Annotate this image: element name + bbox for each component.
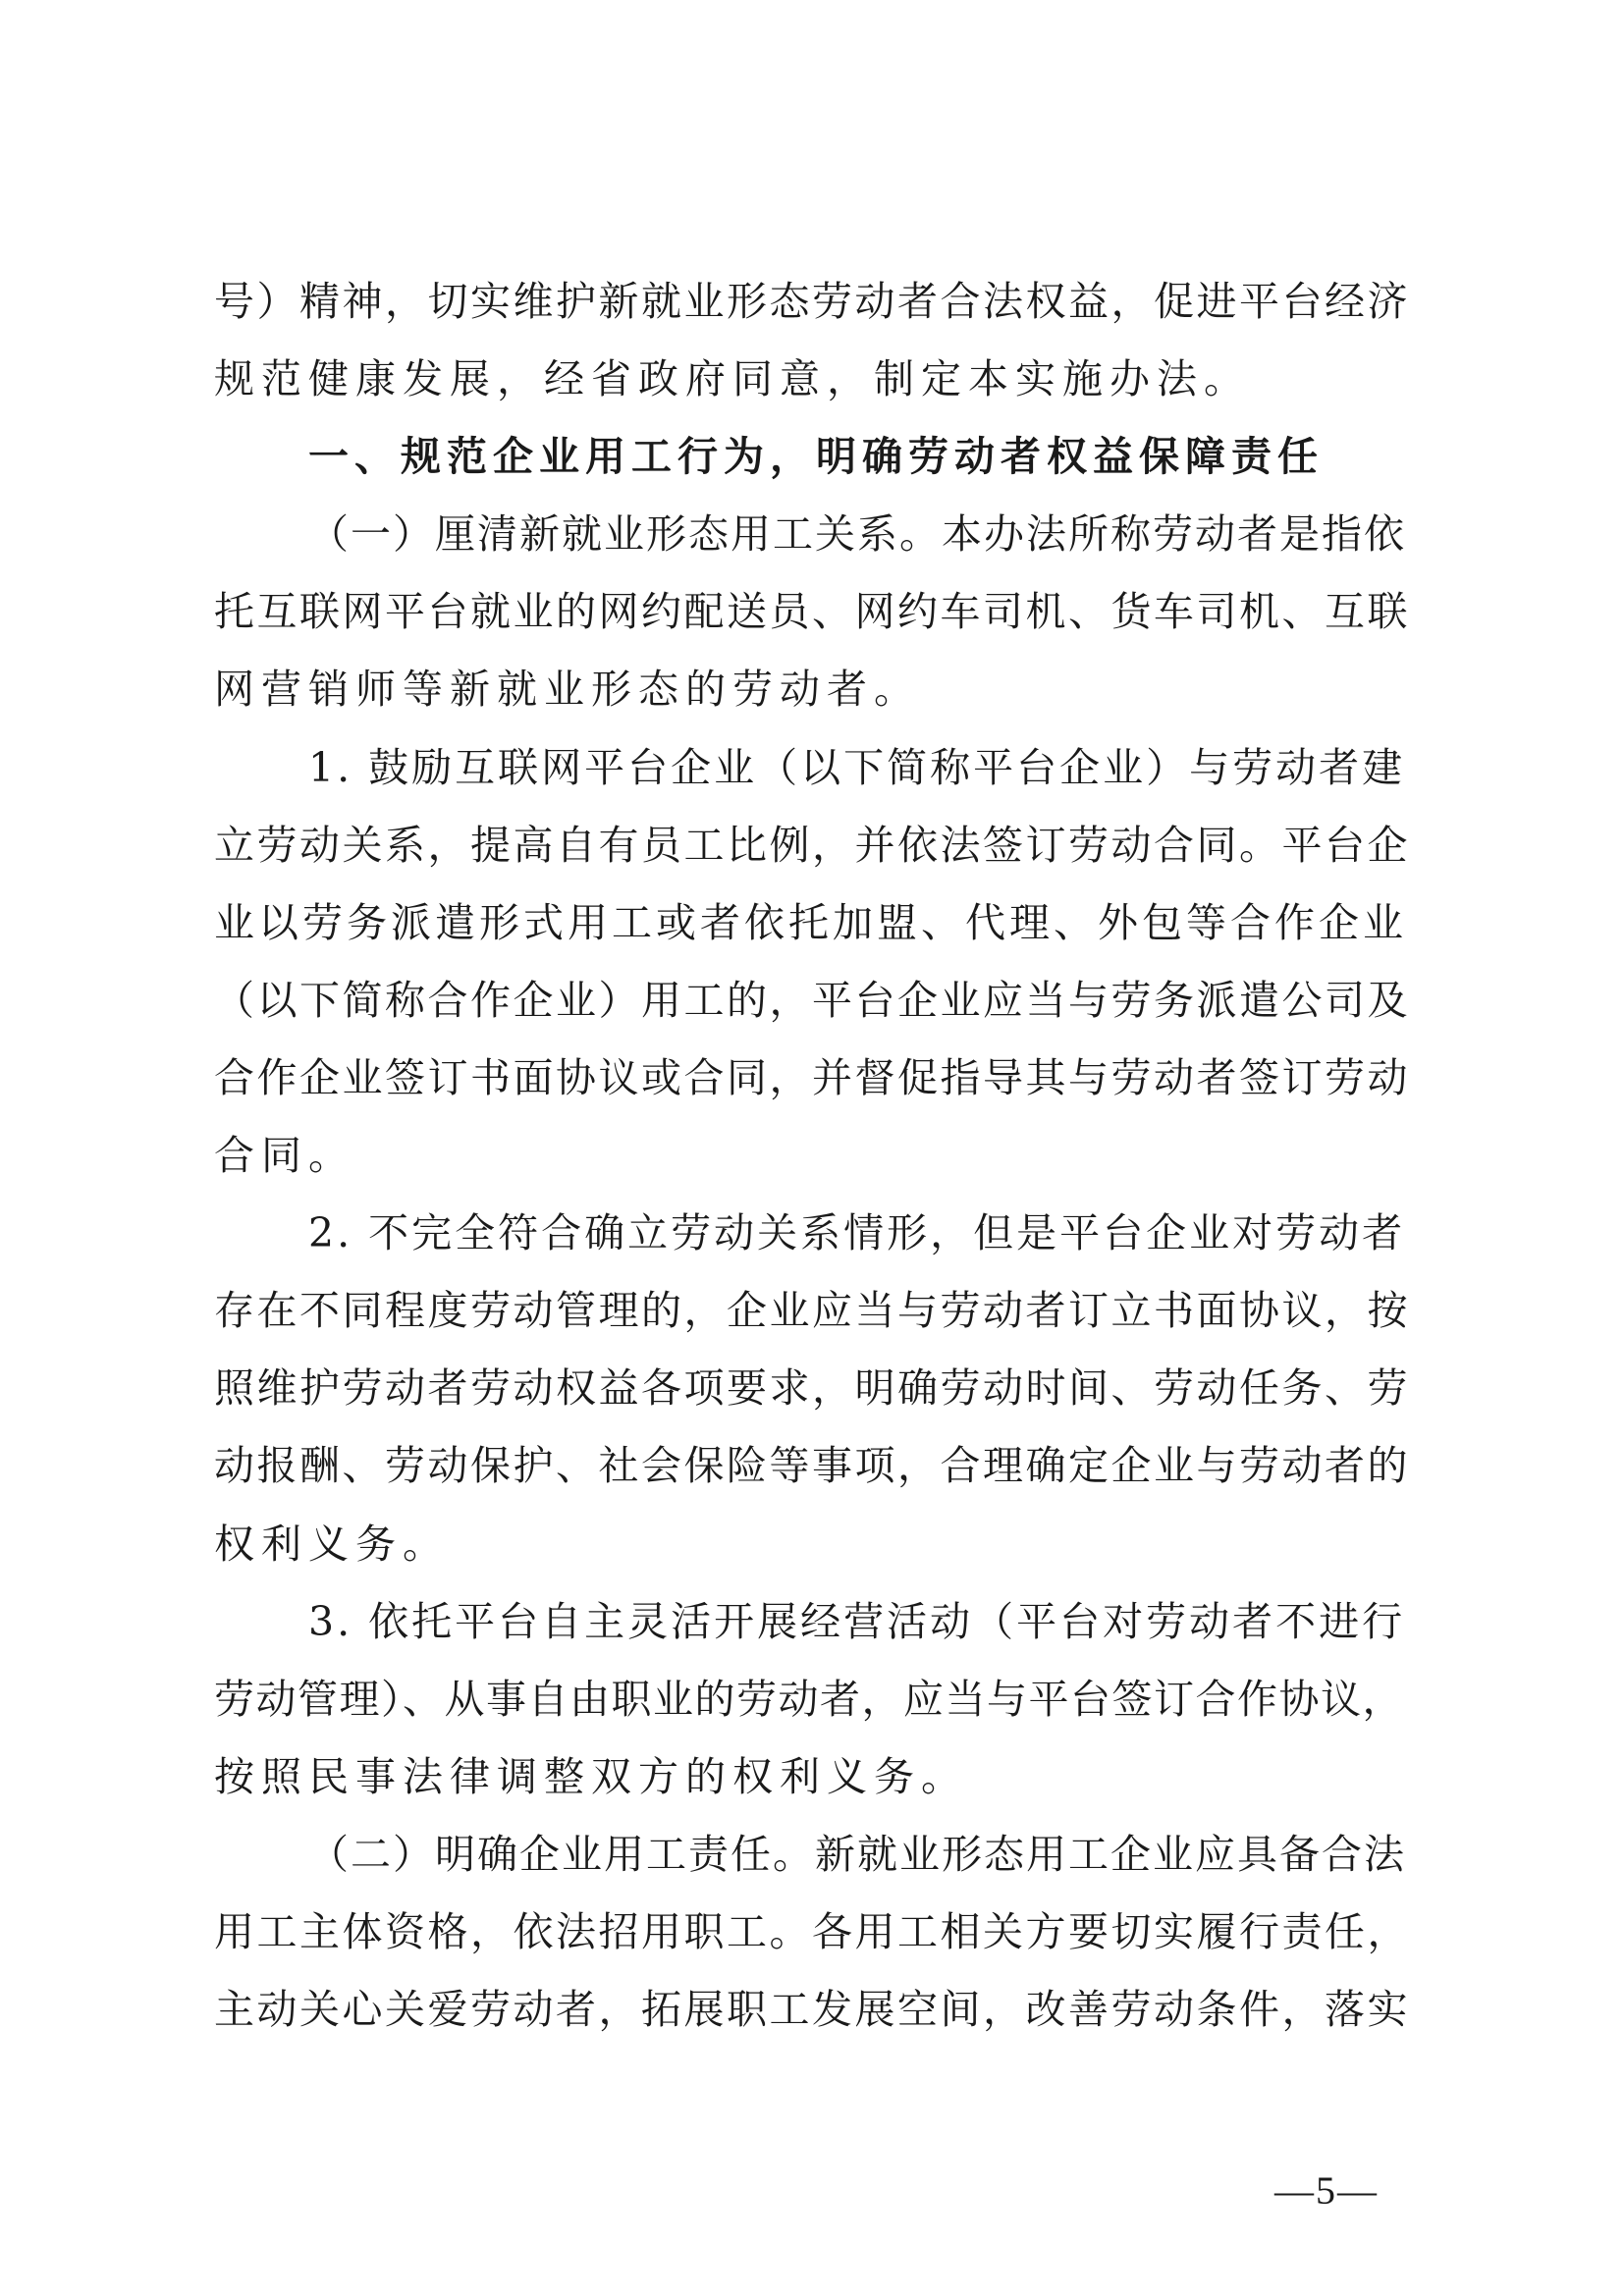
body-line: 动报酬、劳动保护、社会保险等事项，合理确定企业与劳动者的 — [214, 1442, 1410, 1490]
body-line: 网营销师等新就业形态的劳动者。 — [214, 666, 921, 714]
body-line: 主动关心关爱劳动者，拓展职工发展空间，改善劳动条件，落实 — [214, 1986, 1410, 2034]
body-line: 劳动管理）、从事自由职业的劳动者，应当与平台签订合作协议， — [214, 1675, 1404, 1723]
body-line: 用工主体资格，依法招用职工。各用工相关方要切实履行责任， — [214, 1907, 1410, 1955]
body-line: 规范健康发展，经省政府同意，制定本实施办法。 — [214, 355, 1251, 403]
body-line: 合同。 — [214, 1132, 355, 1180]
page-number: —5— — [1274, 2168, 1379, 2213]
body-line: 按照民事法律调整双方的权利义务。 — [214, 1752, 968, 1800]
body-line: 托互联网平台就业的网约配送员、网约车司机、货车司机、互联 — [214, 588, 1410, 636]
body-line: 存在不同程度劳动管理的，企业应当与劳动者订立书面协议，按 — [214, 1287, 1410, 1335]
body-line: 权利义务。 — [214, 1520, 450, 1568]
document-body — [214, 263, 1410, 2049]
body-line: 合作企业签订书面协议或合同，并督促指导其与劳动者签订劳动 — [214, 1053, 1410, 1101]
body-line: 号）精神，切实维护新就业形态劳动者合法权益，促进平台经济 — [214, 278, 1410, 325]
body-line: （以下简称合作企业）用工的，平台企业应当与劳务派遣公司及 — [214, 976, 1410, 1024]
section-heading: 一、规范企业用工行为，明确劳动者权益保障责任 — [308, 433, 1324, 481]
body-line: 2. 不完全符合确立劳动关系情形，但是平台企业对劳动者 — [308, 1209, 1406, 1257]
body-line: 业以劳务派遣形式用工或者依托加盟、代理、外包等合作企业 — [214, 898, 1407, 946]
body-line: （二）明确企业用工责任。新就业形态用工企业应具备合法 — [308, 1830, 1406, 1878]
body-line: （一）厘清新就业形态用工关系。本办法所称劳动者是指依 — [308, 510, 1406, 559]
body-line: 1. 鼓励互联网平台企业（以下简称平台企业）与劳动者建 — [308, 743, 1406, 791]
body-line: 3. 依托平台自主灵活开展经营活动（平台对劳动者不进行 — [308, 1597, 1406, 1645]
body-line: 立劳动关系，提高自有员工比例，并依法签订劳动合同。平台企 — [214, 821, 1410, 869]
body-line: 照维护劳动者劳动权益各项要求，明确劳动时间、劳动任务、劳 — [214, 1364, 1410, 1413]
